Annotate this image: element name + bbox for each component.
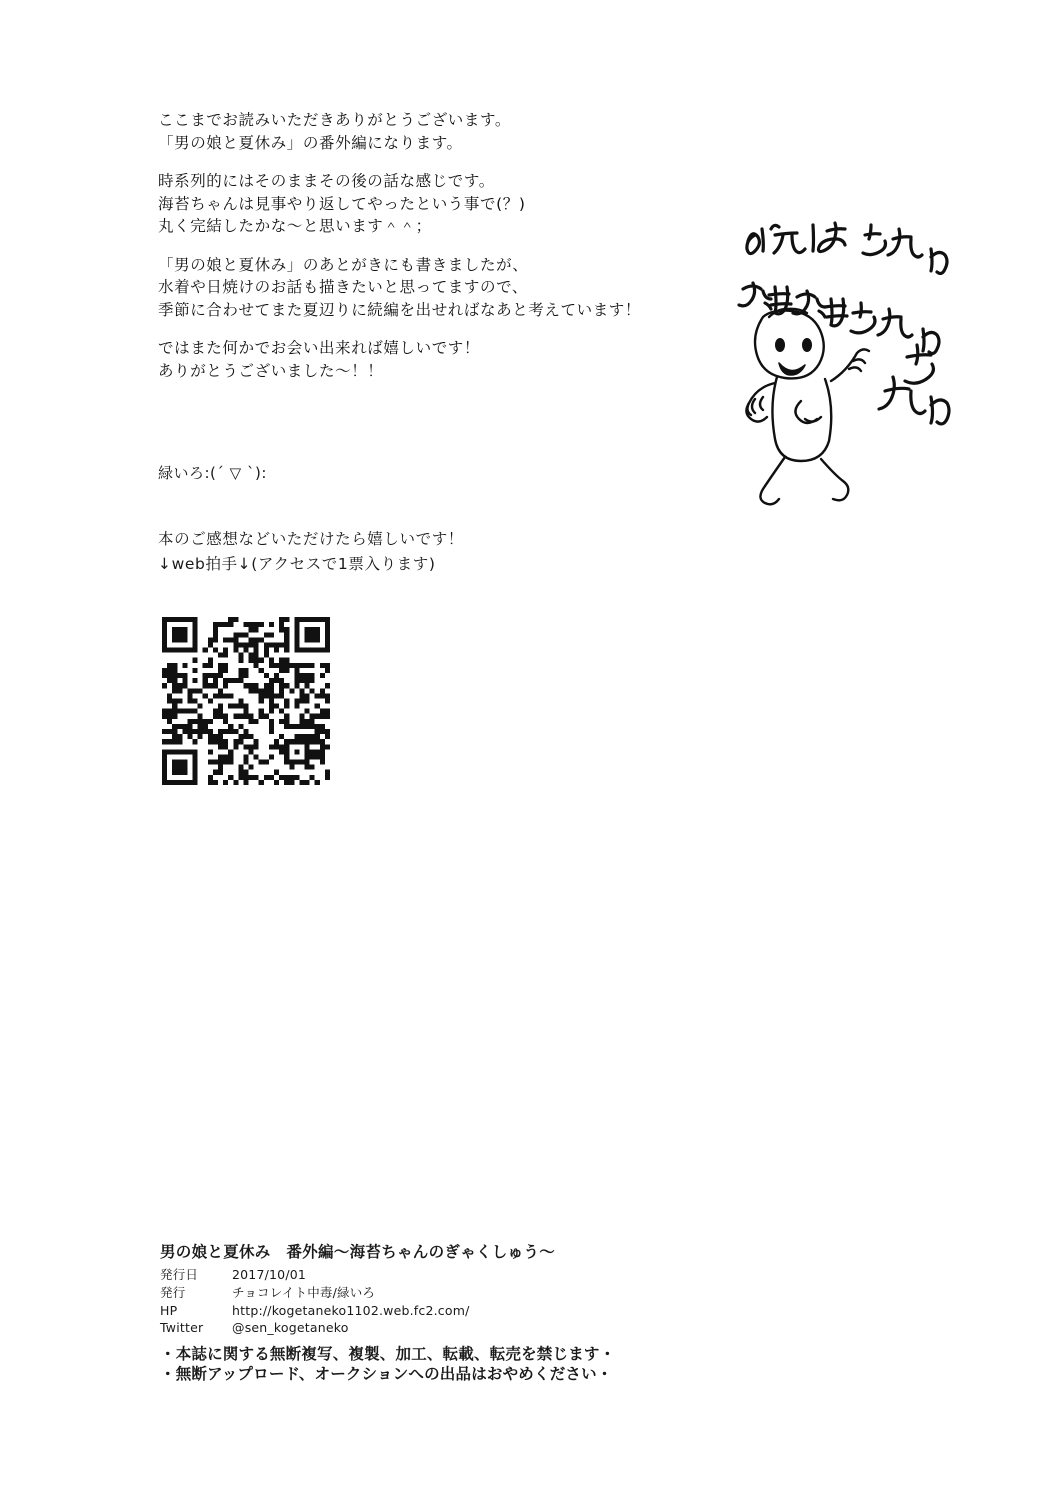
colophon-key: 発行日 xyxy=(160,1267,199,1282)
colophon xyxy=(160,1240,720,1385)
afterword-line: 海苔ちゃんは見事やり返してやったという事で(？) xyxy=(158,194,526,213)
afterword-line: 丸く完結したかな～と思います＾＾； xyxy=(158,217,432,235)
colophon-row xyxy=(160,1284,720,1302)
hand-drawn-doodle xyxy=(735,205,985,535)
author-signature: 緑いろ:(´ ▽ `): xyxy=(158,464,267,482)
copyright-notices xyxy=(160,1344,720,1385)
colophon-row xyxy=(160,1319,720,1337)
qr-code[interactable] xyxy=(162,617,330,785)
afterword-paragraph xyxy=(158,113,698,151)
afterword-line: 時系列的にはそのままその後の話な感じです。 xyxy=(158,172,495,190)
notice-line: ・無断アップロード、オークションへの出品はおやめください・ xyxy=(160,1365,613,1384)
afterword-line: 「男の娘と夏休み」のあとがきにも書きましたが、 xyxy=(158,255,529,274)
afterword-text xyxy=(158,113,698,386)
colophon-homepage-url[interactable]: http://kogetaneko1102.web.fc2.com/ xyxy=(232,1302,470,1318)
doodle-label-chan xyxy=(879,345,949,424)
feedback-promo-line: ↓web拍手↓(アクセスで1票入ります) xyxy=(158,554,436,573)
doodle-label-gumogumo xyxy=(739,283,939,353)
notice-line: ・本誌に関する無断複写、複製、加工、転載、転売を禁じます・ xyxy=(160,1345,616,1363)
colophon-value: チョコレイト中毒/緑いろ xyxy=(232,1284,376,1300)
afterword-line: 季節に合わせてまた夏辺りに続編を出せればなあと考えています！ xyxy=(158,300,642,319)
colophon-key: 発行 xyxy=(160,1284,186,1300)
afterword-line: ありがとうございました～！！ xyxy=(158,361,384,380)
feedback-promo-line: 本のご感想などいただけたら嬉しいです！ xyxy=(158,530,464,548)
afterword-paragraph xyxy=(158,174,698,235)
afterword-line: 「男の娘と夏休み」の番外編になります。 xyxy=(158,133,463,152)
colophon-key: HP xyxy=(160,1302,178,1318)
colophon-value: 2017/10/01 xyxy=(232,1267,307,1282)
doodle-character xyxy=(746,309,869,505)
colophon-row xyxy=(160,1266,720,1284)
doodle-label-oniichan xyxy=(747,223,947,273)
colophon-row xyxy=(160,1302,720,1320)
colophon-table xyxy=(160,1266,720,1337)
afterword-line: 水着や日焼けのお話も描きたいと思ってますので、 xyxy=(158,278,528,296)
colophon-twitter-handle[interactable]: @sen_kogetaneko xyxy=(232,1320,349,1336)
afterword-paragraph xyxy=(158,255,698,319)
afterword-line: ではまた何かでお会い出来れば嬉しいです！ xyxy=(158,339,481,357)
afterword-paragraph xyxy=(158,341,698,379)
colophon-title: 男の娘と夏休み 番外編～海苔ちゃんのぎゃくしゅう～ xyxy=(160,1243,556,1261)
colophon-key: Twitter xyxy=(160,1320,204,1336)
afterword-line: ここまでお読みいただきありがとうございます。 xyxy=(158,111,511,129)
feedback-promo xyxy=(158,532,464,581)
qr-code-image[interactable] xyxy=(162,617,330,785)
